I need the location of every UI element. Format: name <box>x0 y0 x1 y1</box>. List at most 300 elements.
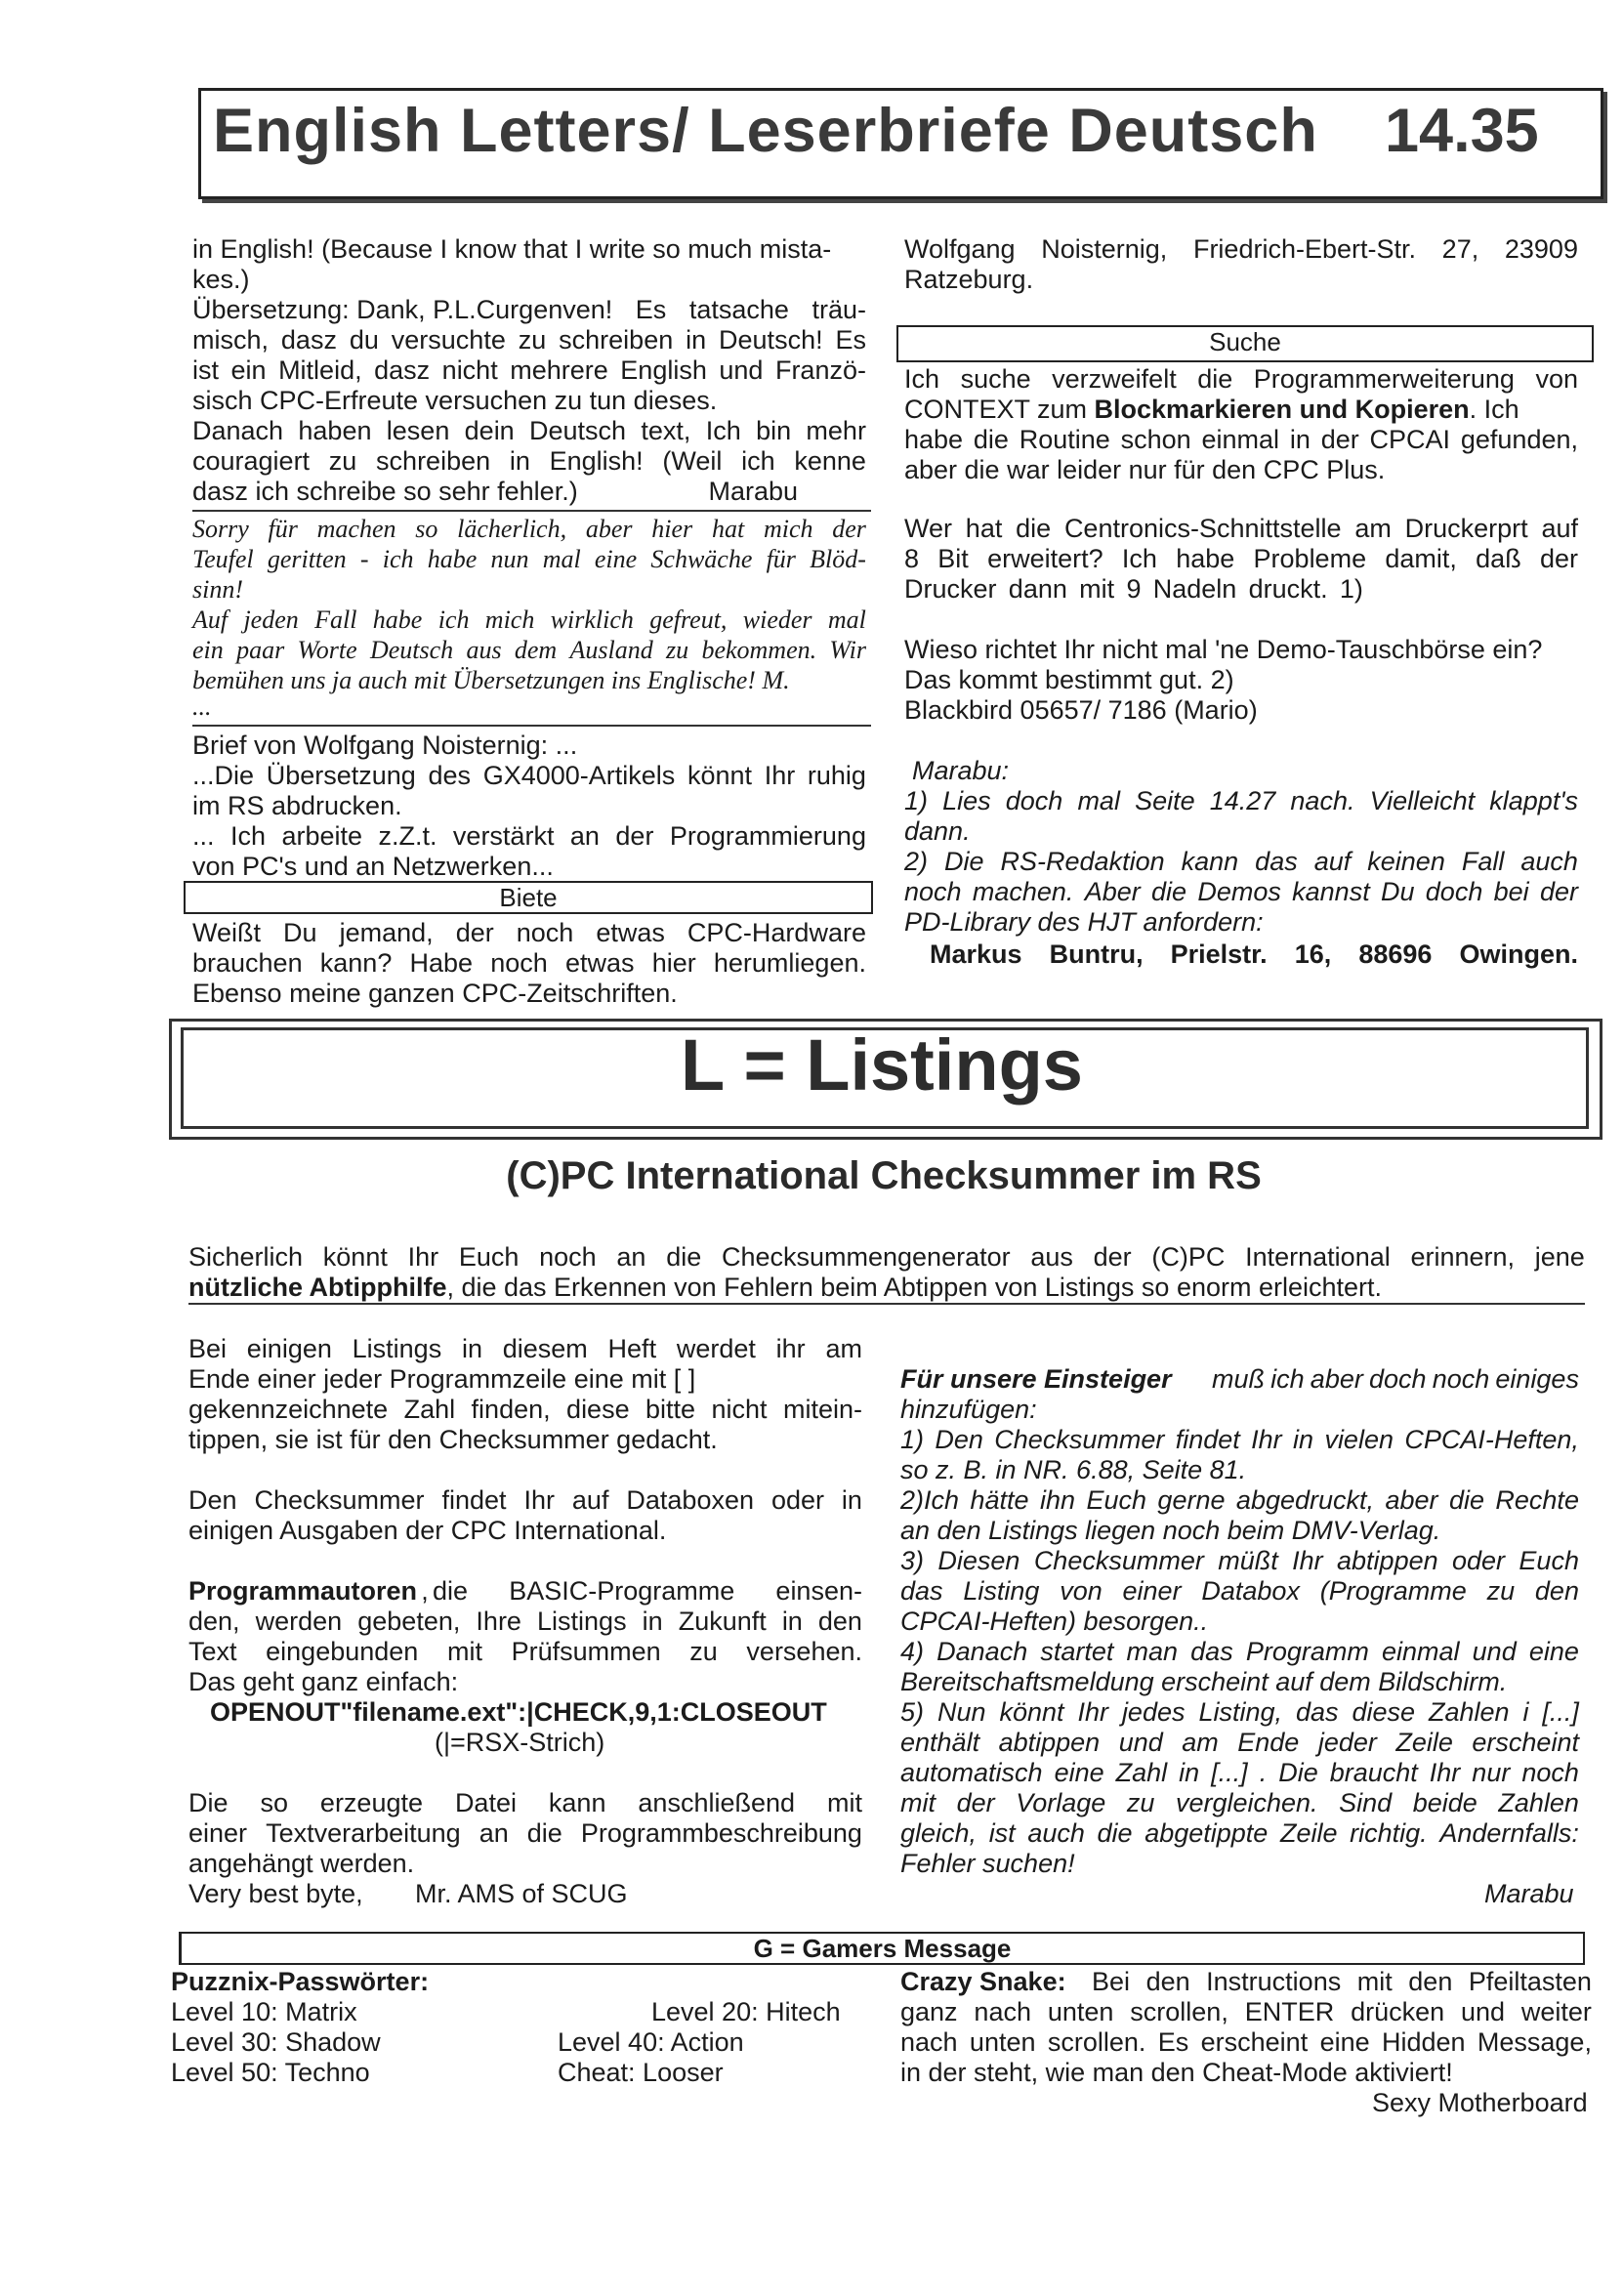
word: Den <box>935 1425 983 1454</box>
word: einer <box>188 1818 248 1848</box>
word: abtippen <box>998 1728 1101 1757</box>
word: so <box>415 515 438 543</box>
word: die <box>432 1576 469 1606</box>
word: an <box>616 1242 646 1272</box>
word: Ausland <box>569 636 653 664</box>
word: PD-Library des HJT anfordern: <box>904 907 1264 937</box>
word: ihr <box>775 1334 806 1363</box>
word: Ebenso meine ganzen CPC-Zeitschriften. <box>192 979 678 1008</box>
word: Diesen <box>937 1546 1020 1575</box>
word: Marabu: <box>912 756 1010 785</box>
word: zu <box>328 446 357 476</box>
password-item: Cheat: Looser <box>558 2058 724 2087</box>
word: einmal <box>1201 425 1280 454</box>
word: 1) <box>904 786 929 815</box>
word: der <box>615 821 654 851</box>
word: nach <box>974 1997 1031 2026</box>
issue-number: 14.35 <box>1385 97 1539 165</box>
word: text, <box>641 416 691 445</box>
word: 1) <box>1339 574 1363 604</box>
word: enthält <box>900 1728 980 1757</box>
word: noch <box>904 877 962 906</box>
word: abgetippte <box>1144 1818 1269 1848</box>
word: Schwäche <box>650 545 753 573</box>
word: Ich <box>229 821 266 851</box>
text-line <box>904 364 1578 395</box>
word: auch <box>1027 1818 1085 1848</box>
word: so <box>260 1788 288 1817</box>
word: nicht <box>441 355 498 385</box>
section-header-gamers: G = Gamers Message <box>179 1932 1585 1965</box>
puzznix-heading: Puzznix-Passwörter: <box>171 1967 430 1996</box>
word: angehängt werden. <box>188 1849 415 1878</box>
text-line <box>900 1425 1579 1455</box>
text-line <box>192 731 866 761</box>
word: einmal <box>1381 1637 1460 1666</box>
text-line <box>904 695 1578 726</box>
word: Auf <box>192 605 229 634</box>
text-line <box>192 355 866 386</box>
word: ich <box>437 605 470 634</box>
word: Bei <box>1092 1967 1131 1996</box>
word: müßt <box>1218 1546 1278 1575</box>
word: tippen, sie ist für den Checksummer gedacht. <box>188 1425 718 1454</box>
word: erzeugte <box>319 1788 423 1817</box>
signoff: Very best byte, <box>188 1879 363 1908</box>
word: startet <box>1040 1637 1114 1666</box>
word: sinn! <box>192 575 243 604</box>
word: Pfeiltasten <box>1468 1967 1592 1996</box>
word: zu <box>666 636 689 664</box>
text-line <box>188 1425 862 1455</box>
word: 23909 <box>1504 234 1578 264</box>
text-line <box>900 1455 1579 1485</box>
word: Ich <box>1121 544 1157 573</box>
text-line <box>904 514 1578 544</box>
word: Ende einer jeder Programmzeile eine mit [ ] <box>188 1364 696 1394</box>
word: einigen Ausgaben der CPC International. <box>188 1516 667 1545</box>
reply-line <box>192 514 866 544</box>
word: Zeile <box>1279 1818 1338 1848</box>
word: so z. B. in NR. 6.88, Seite 81. <box>900 1455 1247 1484</box>
word: Vielleicht <box>1369 786 1476 815</box>
text-line <box>900 1395 1579 1425</box>
word: Ihr <box>407 1242 439 1272</box>
word: Ihr <box>1429 1758 1461 1787</box>
word: mal <box>827 605 866 634</box>
word: habe <box>372 605 423 634</box>
word: an den Listings liegen noch beim DMV-Verlag. <box>900 1516 1441 1545</box>
word: Teufel <box>192 545 254 573</box>
word: und <box>1472 1637 1517 1666</box>
text-line <box>192 761 866 791</box>
word: Du <box>283 918 317 947</box>
section-header-suche: Suche <box>896 325 1594 362</box>
word: Die <box>188 1788 229 1817</box>
word: an <box>569 821 600 851</box>
word: dein <box>464 416 515 445</box>
word: den, <box>188 1607 240 1636</box>
text-line <box>900 1997 1592 2027</box>
word: braucht <box>1329 1758 1418 1787</box>
word: English! <box>549 446 644 476</box>
word: aber <box>1385 1485 1438 1515</box>
word: Ratzeburg. <box>904 265 1034 294</box>
word: wieder <box>742 605 812 634</box>
text-line <box>900 1485 1579 1516</box>
divider <box>188 1303 1585 1305</box>
text-line <box>904 877 1578 907</box>
word: die <box>1197 364 1233 394</box>
word: kannst <box>1292 877 1370 906</box>
word: Den <box>188 1485 237 1515</box>
word: machen <box>316 515 396 543</box>
word: . <box>1259 1758 1268 1787</box>
word: auf <box>571 1485 609 1515</box>
word: misch, <box>192 325 270 355</box>
word: gerne <box>1157 1485 1226 1515</box>
word: Danach <box>192 416 284 445</box>
word: mit <box>826 1788 862 1817</box>
word: Vorlage <box>1016 1788 1106 1817</box>
word: (Weil <box>662 446 723 476</box>
word: dasz <box>374 355 431 385</box>
word: aber <box>585 515 633 543</box>
word: Bit <box>937 544 969 573</box>
word: etwas <box>564 948 635 978</box>
word: ich <box>1270 1364 1305 1394</box>
word: Blöd- <box>810 545 866 573</box>
word: Euch <box>1519 1546 1579 1575</box>
word: verstärkt <box>452 821 555 851</box>
word: 8 <box>904 544 920 573</box>
word: der <box>1320 425 1359 454</box>
word: das <box>1295 1697 1339 1727</box>
word: träu- <box>812 295 866 324</box>
word: unten <box>1047 1997 1114 2026</box>
word: noch <box>539 1242 597 1272</box>
word: in der steht, wie man den Cheat-Mode aktiviert! <box>900 2058 1453 2087</box>
page-title: English Letters/ Leserbriefe Deutsch <box>213 97 1318 165</box>
text-line <box>900 1849 1579 1879</box>
reply-line <box>192 605 866 635</box>
word: Message, <box>1477 2027 1592 2057</box>
word: English <box>620 355 707 385</box>
text-line <box>904 265 1578 295</box>
text-line <box>188 1395 862 1425</box>
word: und <box>1460 1997 1506 2026</box>
divider <box>192 510 871 512</box>
word: lächerlich, <box>457 515 567 543</box>
word: tatsache <box>688 295 789 324</box>
word: bemühen uns ja auch mit Übersetzungen ins Englische! M. <box>192 666 790 694</box>
password-item: Level 40: Action <box>558 2027 744 2057</box>
text-line <box>188 1516 862 1546</box>
word: habe <box>427 545 478 573</box>
word: zu <box>1486 1576 1516 1606</box>
word: findet <box>441 1485 507 1515</box>
word: dasz <box>280 325 337 355</box>
text-line <box>900 1576 1579 1607</box>
word: zu <box>518 325 547 355</box>
word: Ihre <box>476 1607 521 1636</box>
text-line <box>930 939 1578 970</box>
word: Danach <box>936 1637 1028 1666</box>
text-line <box>900 1637 1579 1667</box>
word: Programmierung <box>669 821 866 851</box>
word: man <box>1126 1637 1179 1666</box>
word: am <box>1182 1728 1219 1757</box>
word: Sind <box>1339 1788 1393 1817</box>
word: das <box>1255 847 1298 876</box>
word: bei <box>1493 877 1529 906</box>
word: in <box>686 325 707 355</box>
word: in English! (Because I know that I write so much mista- <box>192 234 832 264</box>
word: gebeten, <box>357 1607 461 1636</box>
word: in <box>461 1334 482 1363</box>
text-line <box>900 1818 1579 1849</box>
word: habe <box>904 425 964 454</box>
word: (Programme <box>1319 1576 1467 1606</box>
word: Seite <box>1135 786 1195 815</box>
text-line <box>904 455 1578 485</box>
word: hier <box>651 515 693 543</box>
word: 9 <box>1126 574 1142 604</box>
word: haben <box>298 416 372 445</box>
text-line <box>904 544 1578 574</box>
word: Checksummer <box>1033 1546 1204 1575</box>
word: ganz <box>900 1997 958 2026</box>
word: von <box>1060 1576 1103 1606</box>
word: [...] <box>1542 1697 1579 1727</box>
word: [...] <box>1211 1758 1248 1787</box>
word: doch <box>1425 877 1483 906</box>
word: 3) <box>900 1546 925 1575</box>
word: weiter <box>1520 1997 1592 2026</box>
word: bitte <box>645 1395 696 1424</box>
word: 2) <box>904 847 929 876</box>
word: ein <box>230 355 267 385</box>
word: am <box>825 1334 862 1363</box>
word: Zukunft <box>678 1607 767 1636</box>
word: drücken <box>1351 1997 1445 2026</box>
word: der <box>1539 544 1578 573</box>
text-line <box>192 791 866 821</box>
word: klappt's <box>1489 786 1578 815</box>
word: couragiert <box>192 446 311 476</box>
word: Checksummer <box>254 1485 425 1515</box>
word: eine <box>1319 2027 1370 2057</box>
text-line <box>192 852 866 882</box>
word: sisch CPC-Erfreute versuchen zu tun dieses. <box>192 386 718 415</box>
reply-line <box>192 544 866 574</box>
word: könnt <box>687 761 753 790</box>
word: am <box>1354 514 1392 543</box>
word: schon <box>1120 425 1191 454</box>
word: kenne <box>794 446 866 476</box>
word: Übersetzung: Dank, P.L.Curgenven! <box>192 295 613 324</box>
word: druckt. <box>1248 574 1328 604</box>
word: 14.27 <box>1209 786 1276 815</box>
word: aber <box>1310 1364 1363 1394</box>
word: vielen <box>1324 1425 1394 1454</box>
intro-line: nützliche Abtipphilfe, die das Erkennen von Fehlern beim Abtippen von Listings so enorm erleichtert. <box>188 1273 1383 1302</box>
word: ein <box>192 636 224 664</box>
word: Markus <box>930 939 1022 969</box>
word: eingebunden <box>266 1637 419 1666</box>
word: mal <box>542 545 581 573</box>
word: Friedrich-Ebert-Str. <box>1192 234 1417 264</box>
word: vergleichen. <box>1175 1788 1318 1817</box>
text-line: Programmautoren , die BASIC-Programme einsen- <box>188 1576 862 1606</box>
text-line <box>188 1334 862 1364</box>
text-line: CONTEXT zum Blockmarkieren und Kopieren. Ich <box>904 395 1519 424</box>
text-line <box>188 1667 862 1697</box>
author: Marabu <box>1484 1879 1574 1908</box>
word: in <box>781 1607 803 1636</box>
word: Listings <box>352 1334 442 1363</box>
text-line <box>904 635 1578 665</box>
word: dann <box>1008 574 1067 604</box>
intro-line <box>188 1242 1585 1273</box>
word: abgedruckt, <box>1235 1485 1375 1515</box>
word: der <box>455 918 494 947</box>
text-line <box>192 477 866 507</box>
word: CPCAI-Heften, <box>1404 1425 1579 1454</box>
article-title: (C)PC International Checksummer im RS <box>506 1154 1262 1197</box>
word: ENTER <box>1244 1997 1335 2026</box>
word: damit, <box>1385 544 1457 573</box>
word: mich <box>763 515 813 543</box>
word: verzweifelt <box>1052 364 1177 394</box>
word: kann? <box>319 948 393 978</box>
word: bin <box>756 416 792 445</box>
word: die <box>1097 1818 1133 1848</box>
text-line <box>904 847 1578 877</box>
word: Textverarbeitung <box>266 1818 461 1848</box>
word: kann <box>548 1788 606 1817</box>
word: Wieso richtet Ihr nicht mal 'ne Demo-Tauschbörse ein? <box>904 635 1543 664</box>
word: Marabu <box>708 477 798 506</box>
word: einiges <box>1495 1364 1579 1394</box>
text-line <box>900 2058 1592 2088</box>
word: Checksummengenerator <box>721 1242 1011 1272</box>
word: (C)PC <box>1151 1242 1226 1272</box>
word: Andernfalls: <box>1439 1818 1579 1848</box>
word: gleich, <box>900 1818 978 1848</box>
word: werdet <box>676 1334 756 1363</box>
word: werden <box>255 1607 343 1636</box>
section-header-biete: Biete <box>184 881 873 914</box>
word: die <box>1151 877 1187 906</box>
word: Ihr <box>764 761 796 790</box>
text-line: Für unsere Einsteiger muß ich aber doch noch einiges <box>900 1364 1579 1394</box>
word: Übersetzung <box>266 761 416 790</box>
word: jedes <box>1121 1697 1186 1727</box>
word: das <box>1190 1637 1233 1666</box>
word: und <box>1118 1728 1163 1757</box>
word: an <box>479 1818 509 1848</box>
word: i <box>1522 1697 1529 1727</box>
word: in <box>1289 425 1311 454</box>
word: 4) <box>900 1637 925 1666</box>
text-line <box>192 821 866 852</box>
word: scrollen, <box>1130 1997 1228 2026</box>
text-line <box>904 907 1578 938</box>
word: Programmbeschreibung <box>580 1818 862 1848</box>
word: aus <box>466 636 502 664</box>
text-line <box>192 325 866 355</box>
word: herumliegen. <box>713 948 866 978</box>
word: Wer <box>904 514 953 543</box>
word: Weißt <box>192 918 262 947</box>
author: Sexy Motherboard <box>1372 2088 1588 2117</box>
text-line <box>192 446 866 477</box>
password-item: Level 20: Hitech <box>651 1997 841 2026</box>
listings-title: L = Listings <box>681 1024 1083 1106</box>
word: Heft <box>607 1334 657 1363</box>
word: Zahl <box>403 1395 456 1424</box>
word: hat <box>711 515 745 543</box>
text-line <box>900 1667 1579 1697</box>
word: dem <box>514 636 558 664</box>
word: auf <box>1541 514 1578 543</box>
word: Blackbird 05657/ 7186 (Mario) <box>904 695 1258 725</box>
word: nicht <box>711 1395 768 1424</box>
word: bekommen. <box>701 636 817 664</box>
text-line <box>904 234 1578 265</box>
word: jene <box>1534 1242 1585 1272</box>
word: nach. <box>1290 786 1355 815</box>
word: Centronics-Schnittstelle <box>1063 514 1342 543</box>
word: dasz ich schreibe so sehr fehler.) <box>192 477 578 506</box>
word: abtippen <box>1337 1546 1438 1575</box>
word: Routine <box>1019 425 1110 454</box>
word: Franzö- <box>774 355 866 385</box>
word: anschließend <box>638 1788 796 1817</box>
password-item: Level 50: Techno <box>171 2058 370 2087</box>
word: mit <box>1356 1967 1393 1996</box>
word: ihn <box>1039 1485 1075 1515</box>
word: Probleme <box>1253 544 1367 573</box>
word: Rechte <box>1495 1485 1579 1515</box>
divider <box>192 725 871 727</box>
word: CPCAI <box>1369 425 1451 454</box>
word: in <box>1293 1425 1314 1454</box>
word: hat <box>965 514 1003 543</box>
word: z.Z.t. <box>378 821 437 851</box>
word: Lies <box>942 786 991 815</box>
word: du <box>349 325 379 355</box>
word: Das kommt bestimmt gut. 2) <box>904 665 1234 694</box>
word: Prüfsummen <box>511 1637 661 1666</box>
word: Databox <box>1201 1576 1300 1606</box>
word: versuchte <box>391 325 506 355</box>
word: suche <box>960 364 1031 394</box>
text-line <box>188 1485 862 1516</box>
word: International <box>1245 1242 1391 1272</box>
word: jeden <box>243 605 299 634</box>
word: schreiben <box>376 446 491 476</box>
word: Prielstr. <box>1170 939 1268 969</box>
word: - <box>359 545 369 573</box>
word: Ihr <box>523 1485 555 1515</box>
word: Instructions <box>1206 1967 1342 1996</box>
text-line <box>912 756 1586 786</box>
word: von <box>1535 364 1578 394</box>
word: Nadeln <box>1152 574 1237 604</box>
word: 1) <box>900 1425 925 1454</box>
